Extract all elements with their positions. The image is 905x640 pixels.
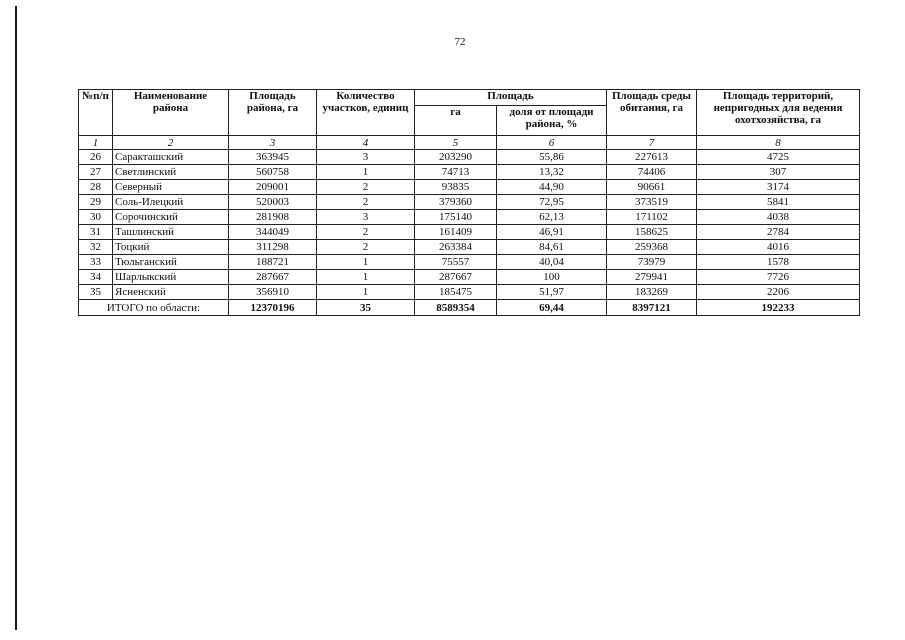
total-habitat-area: 8397121 xyxy=(607,300,697,316)
plot-count: 2 xyxy=(317,195,415,210)
area-ga: 93835 xyxy=(415,180,497,195)
table-row xyxy=(79,270,860,285)
column-number: 7 xyxy=(607,136,697,150)
total-area-share: 69,44 xyxy=(497,300,607,316)
area-ga: 287667 xyxy=(415,270,497,285)
left-margin-line xyxy=(15,6,17,630)
unsuitable-area: 3174 xyxy=(697,180,860,195)
row-number: 28 xyxy=(79,180,113,195)
header-area-share: доля от площади района, % xyxy=(497,106,607,136)
header-plot-count: Количество участков, единиц xyxy=(317,90,415,136)
table-row xyxy=(79,285,860,300)
habitat-area: 90661 xyxy=(607,180,697,195)
total-count: 35 xyxy=(317,300,415,316)
table-row xyxy=(79,240,860,255)
district-area: 209001 xyxy=(229,180,317,195)
unsuitable-area: 4038 xyxy=(697,210,860,225)
plot-count: 1 xyxy=(317,270,415,285)
district-name: Шарлыкский xyxy=(113,270,229,285)
header-habitat-area: Площадь среды обитания, га xyxy=(607,90,697,136)
district-name: Светлинский xyxy=(113,165,229,180)
district-area: 356910 xyxy=(229,285,317,300)
area-ga: 75557 xyxy=(415,255,497,270)
row-number: 29 xyxy=(79,195,113,210)
plot-count: 1 xyxy=(317,285,415,300)
table-row xyxy=(79,165,860,180)
plot-count: 3 xyxy=(317,210,415,225)
row-number: 26 xyxy=(79,150,113,165)
column-number: 5 xyxy=(415,136,497,150)
habitat-area: 158625 xyxy=(607,225,697,240)
district-name: Сорочинский xyxy=(113,210,229,225)
plot-count: 2 xyxy=(317,180,415,195)
plot-count: 2 xyxy=(317,240,415,255)
district-area: 311298 xyxy=(229,240,317,255)
district-area: 188721 xyxy=(229,255,317,270)
total-area-ga: 8589354 xyxy=(415,300,497,316)
column-number-row xyxy=(79,136,860,150)
header-row xyxy=(79,90,860,106)
area-share: 55,86 xyxy=(497,150,607,165)
plot-count: 1 xyxy=(317,165,415,180)
unsuitable-area: 2784 xyxy=(697,225,860,240)
district-name: Саракташский xyxy=(113,150,229,165)
table-row xyxy=(79,255,860,270)
district-name: Тоцкий xyxy=(113,240,229,255)
district-area: 560758 xyxy=(229,165,317,180)
habitat-area: 73979 xyxy=(607,255,697,270)
habitat-area: 183269 xyxy=(607,285,697,300)
row-number: 30 xyxy=(79,210,113,225)
column-number: 1 xyxy=(79,136,113,150)
row-number: 31 xyxy=(79,225,113,240)
header-district-area: Площадь района, га xyxy=(229,90,317,136)
habitat-area: 227613 xyxy=(607,150,697,165)
row-number: 33 xyxy=(79,255,113,270)
table-row xyxy=(79,210,860,225)
area-share: 51,97 xyxy=(497,285,607,300)
table-row xyxy=(79,150,860,165)
page-number: 72 xyxy=(454,36,466,48)
unsuitable-area: 7726 xyxy=(697,270,860,285)
area-share: 100 xyxy=(497,270,607,285)
unsuitable-area: 1578 xyxy=(697,255,860,270)
area-ga: 175140 xyxy=(415,210,497,225)
header-district-name: Наименование района xyxy=(113,90,229,136)
total-unsuitable-area: 192233 xyxy=(697,300,860,316)
area-share: 84,61 xyxy=(497,240,607,255)
area-ga: 203290 xyxy=(415,150,497,165)
plot-count: 3 xyxy=(317,150,415,165)
area-ga: 74713 xyxy=(415,165,497,180)
unsuitable-area: 307 xyxy=(697,165,860,180)
area-share: 62,13 xyxy=(497,210,607,225)
plot-count: 2 xyxy=(317,225,415,240)
total-area: 12370196 xyxy=(229,300,317,316)
table-row xyxy=(79,225,860,240)
unsuitable-area: 4016 xyxy=(697,240,860,255)
unsuitable-area: 5841 xyxy=(697,195,860,210)
header-area-group: Площадь xyxy=(415,90,607,106)
district-name: Ташлинский xyxy=(113,225,229,240)
column-number: 2 xyxy=(113,136,229,150)
header-unsuitable-area: Площадь территорий, непригодных для ведения охотхозяйства, га xyxy=(697,90,860,136)
total-row xyxy=(79,300,860,316)
unsuitable-area: 4725 xyxy=(697,150,860,165)
district-area: 363945 xyxy=(229,150,317,165)
habitat-area: 74406 xyxy=(607,165,697,180)
district-area: 287667 xyxy=(229,270,317,285)
row-number: 32 xyxy=(79,240,113,255)
table-row xyxy=(79,195,860,210)
habitat-area: 171102 xyxy=(607,210,697,225)
district-area: 520003 xyxy=(229,195,317,210)
area-ga: 263384 xyxy=(415,240,497,255)
column-number: 8 xyxy=(697,136,860,150)
area-share: 40,04 xyxy=(497,255,607,270)
header-number: №п/п xyxy=(79,90,113,136)
total-label: ИТОГО по области: xyxy=(79,300,229,316)
row-number: 27 xyxy=(79,165,113,180)
column-number: 6 xyxy=(497,136,607,150)
unsuitable-area: 2206 xyxy=(697,285,860,300)
column-number: 3 xyxy=(229,136,317,150)
area-ga: 379360 xyxy=(415,195,497,210)
area-share: 46,91 xyxy=(497,225,607,240)
table-row xyxy=(79,180,860,195)
header-area-ga: га xyxy=(415,106,497,136)
plot-count: 1 xyxy=(317,255,415,270)
area-share: 13,32 xyxy=(497,165,607,180)
area-ga: 161409 xyxy=(415,225,497,240)
district-area: 281908 xyxy=(229,210,317,225)
district-name: Ясненский xyxy=(113,285,229,300)
habitat-area: 279941 xyxy=(607,270,697,285)
district-name: Северный xyxy=(113,180,229,195)
column-number: 4 xyxy=(317,136,415,150)
area-share: 72,95 xyxy=(497,195,607,210)
row-number: 34 xyxy=(79,270,113,285)
district-area-table xyxy=(78,89,860,316)
area-share: 44,90 xyxy=(497,180,607,195)
habitat-area: 259368 xyxy=(607,240,697,255)
habitat-area: 373519 xyxy=(607,195,697,210)
district-area: 344049 xyxy=(229,225,317,240)
area-ga: 185475 xyxy=(415,285,497,300)
district-name: Тюльганский xyxy=(113,255,229,270)
district-name: Соль-Илецкий xyxy=(113,195,229,210)
row-number: 35 xyxy=(79,285,113,300)
